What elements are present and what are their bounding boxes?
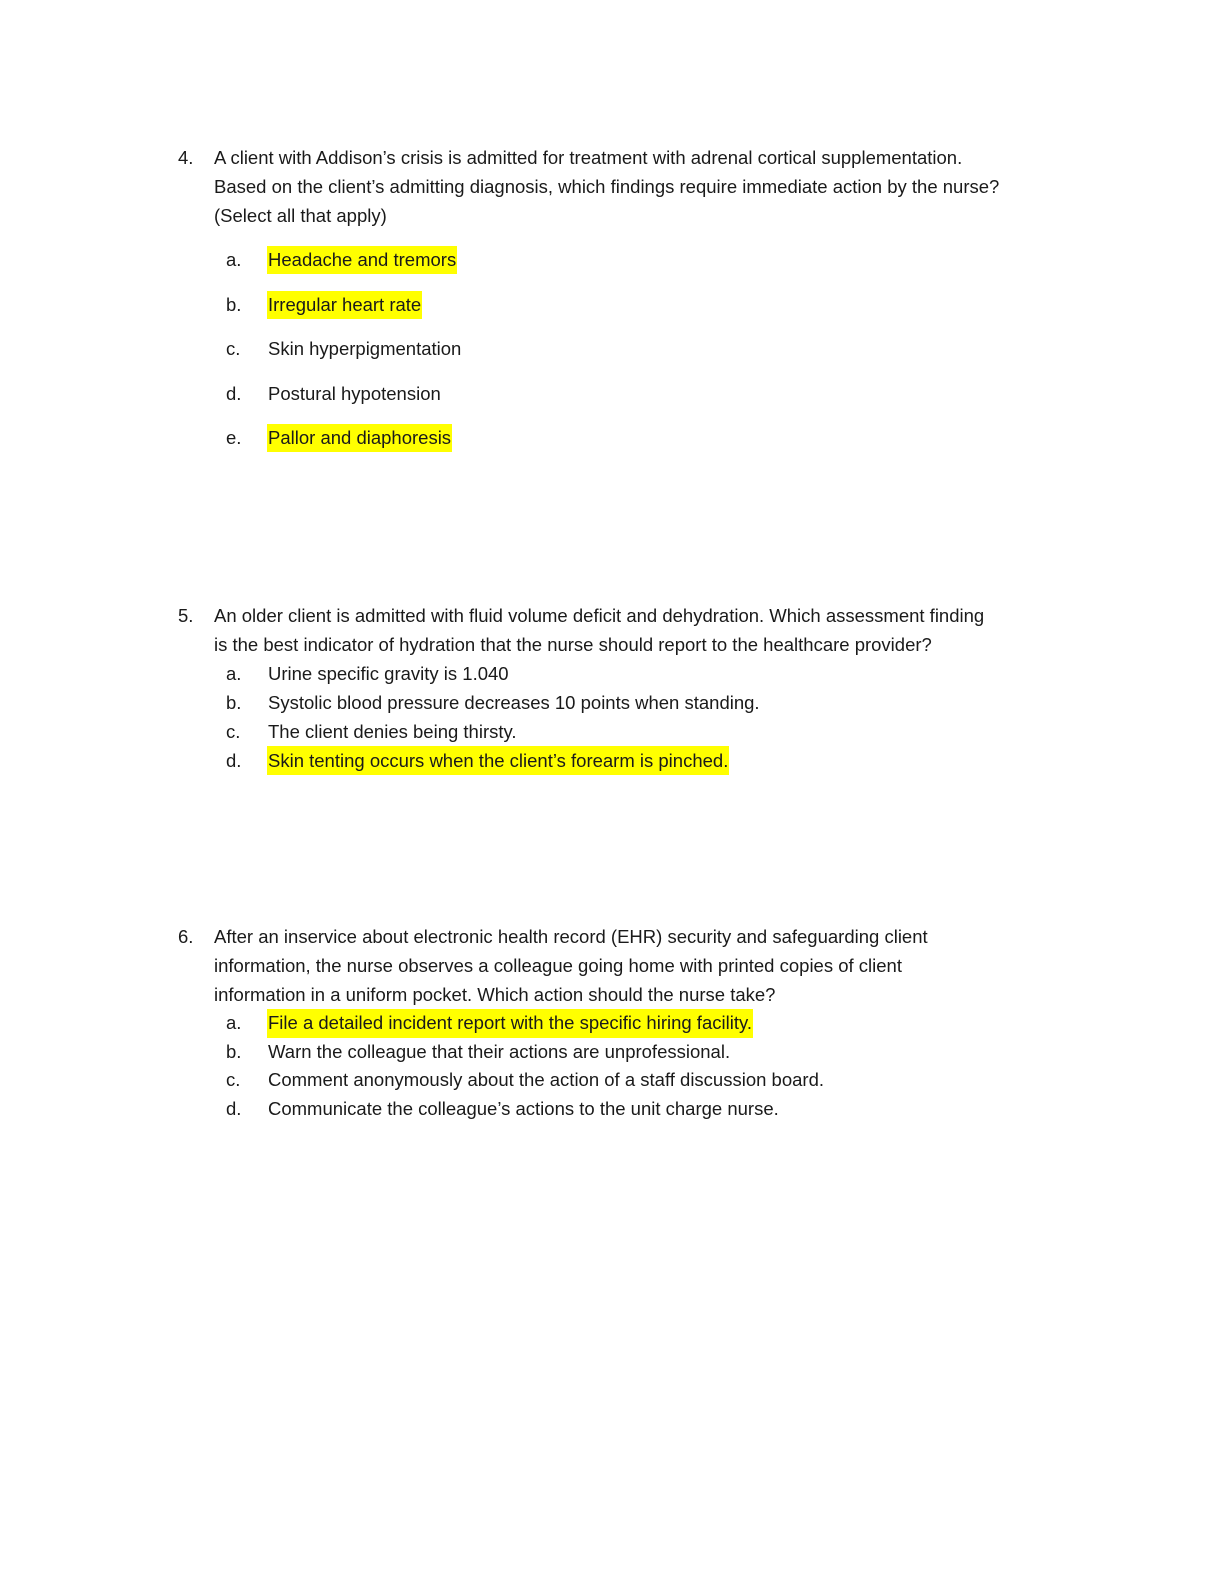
question-stem xyxy=(178,601,1078,659)
stem-line: information, the nurse observes a colleague going home with printed copies of client xyxy=(214,955,902,976)
option-letter: c. xyxy=(226,1069,241,1090)
option-text-highlighted: Skin tenting occurs when the client’s forearm is pinched. xyxy=(267,746,729,775)
option-letter: b. xyxy=(226,1040,242,1062)
option-letter: e. xyxy=(226,427,242,448)
question-6 xyxy=(178,922,1078,1123)
option-letter: b. xyxy=(226,293,242,315)
option-text-highlighted: Headache and tremors xyxy=(267,246,457,274)
stem-line: After an inservice about electronic health record (EHR) security and safeguarding client xyxy=(214,926,928,947)
option-b xyxy=(178,291,1078,336)
option-letter: a. xyxy=(226,249,242,270)
question-number: 4. xyxy=(178,147,194,168)
option-letter: d. xyxy=(226,382,242,404)
option-list xyxy=(178,246,1078,469)
option-a xyxy=(178,246,1078,291)
stem-line: A client with Addison’s crisis is admitted for treatment with adrenal cortical supplementation. xyxy=(214,147,963,168)
question-4 xyxy=(178,143,1078,469)
question-5 xyxy=(178,601,1078,775)
question-stem xyxy=(178,143,1078,230)
option-text-highlighted: Pallor and diaphoresis xyxy=(267,424,452,452)
option-a xyxy=(178,1009,1078,1038)
stem-line: (Select all that apply) xyxy=(214,205,387,226)
stem-line: is the best indicator of hydration that the nurse should report to the healthcare provider? xyxy=(214,634,932,655)
stem-line: information in a uniform pocket. Which action should the nurse take? xyxy=(214,984,776,1005)
option-a xyxy=(178,659,1078,688)
option-e xyxy=(178,424,1078,469)
option-letter: d. xyxy=(226,750,242,771)
option-list xyxy=(178,659,1078,775)
option-text: Systolic blood pressure decreases 10 points when standing. xyxy=(268,692,760,713)
question-number: 5. xyxy=(178,605,194,626)
option-c xyxy=(178,1066,1078,1095)
option-letter: a. xyxy=(226,1012,242,1033)
option-list xyxy=(178,1009,1078,1123)
option-letter: b. xyxy=(226,692,242,713)
option-text: Communicate the colleague’s actions to the unit charge nurse. xyxy=(268,1097,779,1119)
option-d xyxy=(178,380,1078,425)
option-letter: a. xyxy=(226,663,242,684)
question-number: 6. xyxy=(178,926,194,947)
stem-line: Based on the client’s admitting diagnosis, which findings require immediate action by the nurse? xyxy=(214,176,1000,197)
option-text: Skin hyperpigmentation xyxy=(268,338,462,359)
option-letter: d. xyxy=(226,1097,242,1119)
option-b xyxy=(178,688,1078,717)
question-stem xyxy=(178,922,1078,1009)
option-letter: c. xyxy=(226,338,241,359)
option-text-highlighted: Irregular heart rate xyxy=(267,291,422,319)
option-text-highlighted: File a detailed incident report with the specific hiring facility. xyxy=(267,1009,753,1038)
option-letter: c. xyxy=(226,721,241,742)
option-text: Urine specific gravity is 1.040 xyxy=(268,663,509,684)
option-text: Comment anonymously about the action of a staff discussion board. xyxy=(268,1069,825,1090)
option-text: Postural hypotension xyxy=(268,382,441,404)
option-b xyxy=(178,1038,1078,1067)
option-c xyxy=(178,335,1078,380)
option-text: The client denies being thirsty. xyxy=(268,721,517,742)
stem-line: An older client is admitted with fluid volume deficit and dehydration. Which assessment finding xyxy=(214,605,985,626)
option-c xyxy=(178,717,1078,746)
option-d xyxy=(178,746,1078,775)
option-text: Warn the colleague that their actions are unprofessional. xyxy=(268,1040,731,1062)
option-d xyxy=(178,1095,1078,1124)
